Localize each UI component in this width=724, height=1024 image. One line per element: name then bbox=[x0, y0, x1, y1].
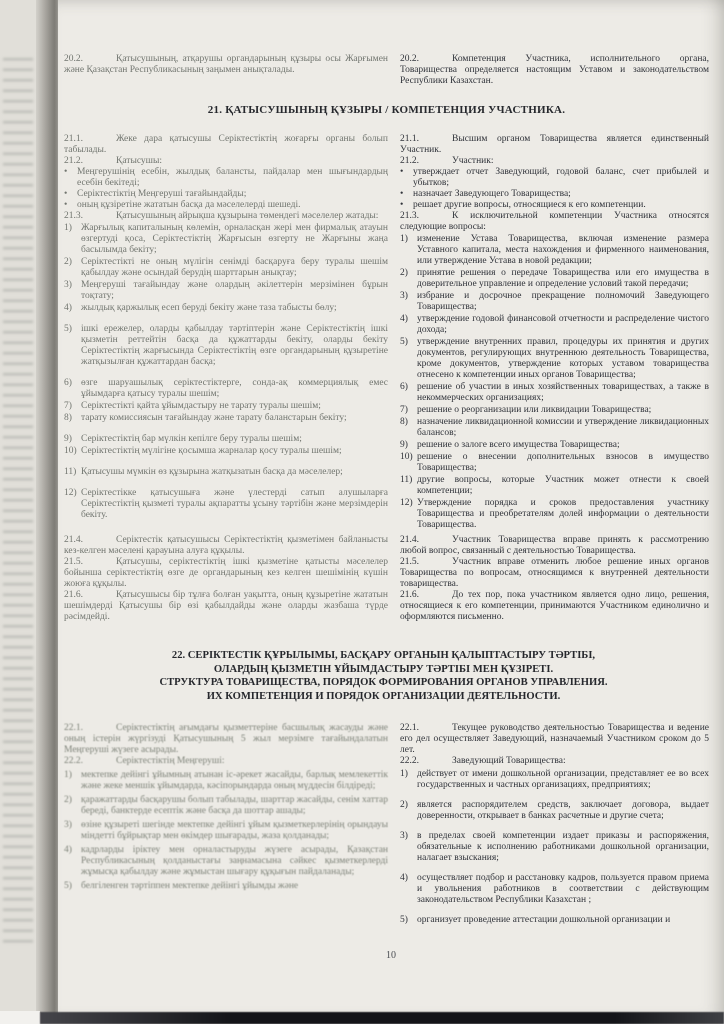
item-text: действует от имени дошкольной организации, представляет ее во всех государственных и частных организациях, предприятиях; bbox=[417, 769, 709, 791]
clause-21-4-kk bbox=[64, 535, 388, 557]
numbered-item bbox=[64, 324, 388, 368]
page bbox=[58, 0, 724, 1013]
item-number: 10) bbox=[64, 446, 77, 456]
clause-number: 21.4. bbox=[64, 535, 83, 545]
numbered-list-21-kk bbox=[64, 223, 388, 521]
numbered-item bbox=[64, 280, 388, 302]
item-number: 9) bbox=[400, 440, 408, 450]
clause-20-2-kk bbox=[64, 54, 388, 76]
clause-21-1-ru bbox=[400, 134, 709, 156]
bullet-icon: • bbox=[64, 200, 68, 210]
section-21-heading: 21. ҚАТЫСУШЫНЫҢ ҚҰЗЫРЫ / КОМПЕТЕНЦИЯ УЧАСТНИКА. bbox=[207, 104, 566, 116]
item-number: 2) bbox=[400, 268, 408, 278]
numbered-item bbox=[400, 498, 709, 531]
clause-21-5-kk bbox=[64, 557, 388, 590]
item-number: 2) bbox=[64, 257, 72, 267]
numbered-item bbox=[64, 401, 388, 412]
item-text: принятие решения о передаче Товарищества или его имущества в доверительное управление и определение условий такой передачи; bbox=[417, 268, 709, 289]
item-text: Серіктестікті не оның мүлігін сенімді басқаруға беру туралы шешім қабылдау және осындай берудің шарттарын анықтау; bbox=[81, 257, 388, 278]
bullet-text: Серіктестіктің Меңгеруші тағайындайды; bbox=[77, 189, 247, 199]
page-number: 10 bbox=[386, 950, 396, 961]
bullet-icon: • bbox=[400, 189, 404, 199]
clause-number: 22.1. bbox=[64, 723, 83, 734]
item-text: өзіне құзыреті шегінде мектепке дейінгі ұйым қызметкерлерінің орындауы міндетті бұйрықтар мен өкімдер шығарады, жаза қолданады; bbox=[81, 820, 388, 842]
clause-text: Компетенция Участника, исполнительного органа, Товарищества определяется настоящим Уставом и законодательством Республики Казахстан. bbox=[400, 54, 709, 86]
item-number: 5) bbox=[400, 337, 408, 347]
clause-22-1-kk bbox=[64, 723, 388, 756]
item-number: 10) bbox=[400, 452, 413, 462]
numbered-list-21-ru bbox=[400, 234, 709, 531]
clause-number: 20.2. bbox=[400, 54, 419, 64]
numbered-item bbox=[400, 769, 709, 791]
item-number: 1) bbox=[400, 769, 408, 780]
section-22-column-kazakh bbox=[64, 723, 388, 892]
item-text: қаражаттарды басқарушы болып табылады, шарттар жасайды, сенім хаттар береді, банктерде есептік және басқа да шоттар ашады; bbox=[81, 795, 388, 817]
item-text: решение об участии в иных хозяйственных товариществах, а также в некоммерческих организациях; bbox=[417, 382, 709, 403]
clause-20-2-row bbox=[64, 54, 709, 87]
numbered-item bbox=[64, 413, 388, 424]
section-22-column-russian bbox=[400, 723, 709, 926]
item-number: 5) bbox=[400, 915, 408, 926]
clause-number: 21.3. bbox=[400, 211, 419, 221]
numbered-item bbox=[400, 800, 709, 822]
item-number: 3) bbox=[400, 291, 408, 301]
clause-text: До тех пор, пока участником является одно лицо, решения, относящиеся к его компетенции, принимаются Участником единолично и оформляются письменно. bbox=[400, 590, 709, 622]
clause-22-2-kk bbox=[64, 756, 388, 767]
item-number: 4) bbox=[400, 314, 408, 324]
item-text: утверждение годовой финансовой отчетности и распределение чистого дохода; bbox=[417, 314, 709, 335]
bullet-text: оның құзіретіне жататын басқа да мәселелерді шешеді. bbox=[77, 200, 301, 210]
clause-number: 21.2. bbox=[64, 156, 83, 166]
clause-number: 22.1. bbox=[400, 723, 419, 734]
column-russian-top bbox=[400, 54, 709, 87]
clause-21-3-kk bbox=[64, 211, 388, 222]
numbered-item bbox=[400, 831, 709, 864]
item-text: тарату комиссиясын тағайындау және тарату баланстарын бекіту; bbox=[81, 413, 347, 423]
clause-text: Серіктестік қатысушысы Серіктестіктің қызметімен байланысты кез-келген мәселені қарауына алуға құқылы. bbox=[64, 535, 388, 556]
item-number: 3) bbox=[64, 820, 72, 831]
scan-corner bbox=[0, 1011, 40, 1024]
item-text: является распорядителем средств, заключает договора, выдает доверенности, открывает в банках расчетные и другие счета; bbox=[417, 800, 709, 822]
item-text: Утверждение порядка и сроков предоставления участнику Товарищества и преобретателям долей информации о деятельности Товарищества. bbox=[417, 498, 709, 530]
clause-number: 21.1. bbox=[400, 134, 419, 144]
clause-22-1-ru bbox=[400, 723, 709, 756]
numbered-item bbox=[400, 382, 709, 404]
section-22-heading bbox=[64, 649, 703, 703]
item-text: кадрларды іріктеу мен орналастыруды жүзеге асырады, Қазақстан Республикасының қолданыстағы заңнамасына сәйкес қызметкерлерді жұмысқа қабылдау және жұмыстан шығару құқығын пайдаланады; bbox=[81, 845, 388, 878]
clause-number: 21.1. bbox=[64, 134, 83, 144]
item-text: ішкі ережелер, оларды қабылдау тәртіптерін және Серіктестіктің ішкі қызметін реттейтін басқа да құжаттарды бекіту, оларды бекіту Серіктестіктің жарғысында Серіктестіктің өзге органдарының құзыретіне жатқызылған құжаттардан басқа; bbox=[81, 324, 388, 367]
clause-text: К исключительной компетенции Участника относятся следующие вопросы: bbox=[400, 211, 709, 232]
numbered-item bbox=[400, 440, 709, 451]
clause-number: 21.2. bbox=[400, 156, 419, 166]
bullet-text: утверждает отчет Заведующий, годовой баланс, счет прибылей и убытков; bbox=[413, 167, 709, 188]
item-number: 7) bbox=[400, 405, 408, 415]
item-number: 3) bbox=[400, 831, 408, 842]
bullet-item bbox=[400, 167, 709, 189]
numbered-item bbox=[400, 452, 709, 474]
section-22-row bbox=[64, 723, 709, 926]
item-text: мектепке дейінгі ұйымның атынан іс-әрекет жасайды, барлық мемлекеттік және жеке меншік ұйымдарда, кәсіпорындарда оның мүддесін білдіреді; bbox=[81, 770, 388, 792]
numbered-item bbox=[400, 417, 709, 439]
bullet-list-ru bbox=[400, 167, 709, 211]
clause-21-1-kk bbox=[64, 134, 388, 156]
bullet-item bbox=[64, 189, 388, 200]
item-text: осуществляет подбор и расстановку кадров, пользуется правом приема и увольнения работников в соответствии с действующим законодательством Республики Казахстан ; bbox=[417, 873, 709, 906]
numbered-item bbox=[400, 337, 709, 381]
clause-21-4-ru bbox=[400, 535, 709, 557]
item-text: утверждение внутренних правил, процедуры их принятия и других документов, регулирующих внутреннюю деятельность Товарищества, кроме документов, утверждение которых уставом товарищества отнесено к компетенции иных органов Товарищества; bbox=[417, 337, 709, 380]
scan-bottom-shadow bbox=[40, 1012, 724, 1024]
item-number: 1) bbox=[64, 770, 72, 781]
column-kazakh-top bbox=[64, 54, 388, 76]
heading-line: 22. СЕРІКТЕСТІК ҚҰРЫЛЫМЫ, БАСҚАРУ ОРГАНЫН ҚАЛЫПТАСТЫРУ ТӘРТІБІ, bbox=[171, 650, 596, 661]
numbered-item bbox=[64, 845, 388, 878]
numbered-item bbox=[64, 467, 388, 478]
section-21-column-russian bbox=[400, 134, 709, 623]
clause-number: 20.2. bbox=[64, 54, 83, 64]
clause-text: Қатысушының, атқарушы органдарының құзыры осы Жарғымен және Қазақстан Республикасының заңымен анықталады. bbox=[64, 54, 388, 75]
clause-number: 21.4. bbox=[400, 535, 419, 545]
clause-text: Участник: bbox=[452, 156, 494, 166]
clause-21-6-ru bbox=[400, 590, 709, 623]
item-number: 2) bbox=[400, 800, 408, 811]
heading-line: ИХ КОМПЕТЕНЦИЯ И ПОРЯДОК ОРГАНИЗАЦИИ ДЕЯТЕЛЬНОСТИ. bbox=[206, 690, 561, 702]
bullet-list-kk bbox=[64, 167, 388, 211]
bullet-icon: • bbox=[64, 167, 68, 177]
clause-text: Текущее руководство деятельностью Товарищества и ведение его дел осуществляет Заведующий, назначаемый Участником сроком до 5 лет. bbox=[400, 723, 709, 756]
bullet-text: решает другие вопросы, относящиеся к его компетенции. bbox=[413, 200, 646, 210]
item-number: 5) bbox=[64, 324, 72, 334]
numbered-item bbox=[64, 770, 388, 792]
item-number: 7) bbox=[64, 401, 72, 411]
numbered-item bbox=[64, 257, 388, 279]
clause-text: Серіктестіктің ағымдағы қызметтеріне басшылық жасауды және оның істерін жүргізуді Қатысушының 5 жыл мерзімге тағайындалатын Меңгеруші жүзеге асырады. bbox=[64, 723, 388, 756]
numbered-item bbox=[64, 434, 388, 445]
item-number: 6) bbox=[64, 378, 72, 388]
item-number: 5) bbox=[64, 881, 72, 892]
binding-gutter-shadow bbox=[36, 0, 60, 1013]
clause-number: 21.3. bbox=[64, 211, 83, 221]
item-number: 11) bbox=[64, 467, 77, 477]
bullet-item bbox=[64, 200, 388, 211]
item-text: Серіктестіктің мүлігіне қосымша жарналар қосу туралы шешім; bbox=[81, 446, 342, 456]
bullet-item bbox=[400, 200, 709, 211]
item-number: 9) bbox=[64, 434, 72, 444]
clause-text: Жеке дара қатысушы Серіктестіктің жоғарғы органы болып табылады. bbox=[64, 134, 388, 155]
numbered-item bbox=[400, 873, 709, 906]
clause-number: 21.5. bbox=[64, 557, 83, 567]
bullet-item bbox=[64, 167, 388, 189]
numbered-item bbox=[64, 881, 388, 892]
clause-number: 21.6. bbox=[64, 590, 83, 600]
numbered-list-22-kk bbox=[64, 770, 388, 892]
section-21-row bbox=[64, 134, 709, 623]
item-text: решение о реорганизации или ликвидации Товарищества; bbox=[417, 405, 652, 415]
item-text: изменение Устава Товарищества, включая изменение размера Уставного капитала, места нахождения и фирменного наименования, или утверждение Устава в новой редакции; bbox=[417, 234, 709, 266]
bullet-item bbox=[400, 189, 709, 200]
item-text: решение о залоге всего имущества Товарищества; bbox=[417, 440, 620, 450]
item-number: 4) bbox=[64, 303, 72, 313]
item-text: Меңгеруші тағайындау және олардың әкілеттерін мерзімінен бұрын тоқтату; bbox=[81, 280, 388, 301]
numbered-item bbox=[64, 378, 388, 400]
numbered-item bbox=[64, 223, 388, 256]
heading-line: ОЛАРДЫҢ ҚЫЗМЕТІН ҰЙЫМДАСТЫРУ ТӘРТІБІ МЕН ҚҰЗІРЕТІ. bbox=[213, 663, 554, 675]
numbered-item bbox=[64, 795, 388, 817]
clause-text: Қатысушы, серіктестіктің ішкі қызметіне қатысты мәселелер бойынша серіктестіктің өзге де органдарының кез келген шешімінің күшін жоюға құқылы. bbox=[64, 557, 388, 589]
clause-number: 22.2. bbox=[400, 756, 419, 767]
bullet-text: назначает Заведующего Товарищества; bbox=[413, 189, 571, 199]
item-text: белгіленген тәртіппен мектепке дейінгі ұйымды және bbox=[81, 881, 299, 892]
clause-22-2-ru bbox=[400, 756, 709, 767]
item-text: в пределах своей компетенции издает приказы и распоряжения, обязательные к исполнению работниками дошкольной организации, налагает взыскания; bbox=[417, 831, 709, 864]
item-number: 11) bbox=[400, 475, 413, 485]
numbered-item bbox=[64, 820, 388, 842]
clause-text: Участник Товарищества вправе принять к рассмотрению любой вопрос, связанный с деятельностью Товарищества. bbox=[400, 535, 709, 556]
clause-text: Қатысушы: bbox=[116, 156, 163, 166]
numbered-item bbox=[400, 475, 709, 497]
clause-text: Қатысушысы бір тұлға болған уақытта, оның құзыретіне жататын шешімдерді Қатысушы бір өзі қабылдайды және оларды жазбаша түрде рәсімдейді. bbox=[64, 590, 388, 622]
section-21-column-kazakh bbox=[64, 134, 388, 623]
bullet-text: Меңгерушінің есебін, жылдық балансты, пайдалар мен шығындардың есебін бекітеді; bbox=[77, 167, 388, 188]
item-number: 6) bbox=[400, 382, 408, 392]
clause-text: Высшим органом Товарищества является единственный Участник. bbox=[400, 134, 709, 155]
clause-number: 22.2. bbox=[64, 756, 83, 767]
numbered-item bbox=[400, 268, 709, 290]
clause-20-2-ru bbox=[400, 54, 709, 87]
item-number: 1) bbox=[64, 223, 72, 233]
item-text: Серіктестіктің бар мүлкін кепілге беру туралы шешім; bbox=[81, 434, 302, 444]
item-number: 4) bbox=[64, 845, 72, 856]
clause-21-6-kk bbox=[64, 590, 388, 623]
bullet-icon: • bbox=[400, 167, 404, 177]
clause-number: 21.6. bbox=[400, 590, 419, 600]
item-text: другие вопросы, которые Участник может отнести к своей компетенции; bbox=[417, 475, 709, 496]
clause-21-5-ru bbox=[400, 557, 709, 590]
item-text: организует проведение аттестации дошкольной организации и bbox=[417, 915, 671, 926]
numbered-item bbox=[400, 405, 709, 416]
item-text: решение о внесении дополнительных взносов в имущество Товарищества; bbox=[417, 452, 709, 473]
item-text: Жарғылық капиталының көлемін, орналасқан жері мен фирмалық атауын өзгертуді қоса, Серіктестіктің Жарғысын өзгерту не Жарғыны жаңа басылымда бекіту; bbox=[81, 223, 388, 255]
numbered-item bbox=[64, 303, 388, 314]
bullet-icon: • bbox=[400, 200, 404, 210]
item-number: 12) bbox=[400, 498, 413, 508]
clause-text: Қатысушының айрықша құзырына төмендегі мәселелер жатады: bbox=[116, 211, 379, 221]
clause-21-2-kk bbox=[64, 156, 388, 167]
numbered-item bbox=[64, 488, 388, 521]
item-number: 1) bbox=[400, 234, 408, 244]
clause-number: 21.5. bbox=[400, 557, 419, 567]
item-text: жылдық қаржылық есеп беруді бекіту және таза табысты бөлу; bbox=[81, 303, 337, 313]
numbered-item bbox=[400, 234, 709, 267]
numbered-list-22-ru bbox=[400, 769, 709, 926]
item-text: Серіктестікті қайта ұйымдастыру не тарату туралы шешім; bbox=[81, 401, 321, 411]
item-number: 8) bbox=[400, 417, 408, 427]
item-text: өзге шаруашылық серіктестіктерге, сонда-ақ коммерциялық емес ұйымдарға қатысу туралы шешім; bbox=[81, 378, 388, 399]
numbered-item bbox=[400, 314, 709, 336]
item-number: 4) bbox=[400, 873, 408, 884]
bullet-icon: • bbox=[64, 189, 68, 199]
item-text: назначение ликвидационной комиссии и утверждение ликвидационных балансов; bbox=[417, 417, 709, 438]
item-number: 12) bbox=[64, 488, 77, 498]
clause-21-3-ru bbox=[400, 211, 709, 233]
clause-text: Участник вправе отменить любое решение иных органов Товарищества по вопросам, относящимся к внутренней деятельности товарищества. bbox=[400, 557, 709, 589]
clause-text: Заведующий Товарищества: bbox=[452, 756, 566, 767]
clause-text: Серіктестіктің Меңгеруші: bbox=[116, 756, 225, 767]
item-number: 3) bbox=[64, 280, 72, 290]
numbered-item bbox=[400, 291, 709, 313]
item-number: 8) bbox=[64, 413, 72, 423]
numbered-item bbox=[400, 915, 709, 926]
clause-21-2-ru bbox=[400, 156, 709, 167]
numbered-item bbox=[64, 446, 388, 457]
item-text: Серіктестікке қатысушыға және үлестерді сатып алушыларға Серіктестіктің қызметі туралы ақпаратты ұсыну тәртібін және мерзімдерін бекіту. bbox=[81, 488, 388, 520]
heading-line: СТРУКТУРА ТОВАРИЩЕСТВА, ПОРЯДОК ФОРМИРОВАНИЯ ОРГАНОВ УПРАВЛЕНИЯ. bbox=[159, 677, 608, 689]
item-number: 2) bbox=[64, 795, 72, 806]
item-text: Қатысушы мүмкін өз құзырына жатқызатын басқа да мәселелер; bbox=[81, 467, 343, 477]
item-text: избрание и досрочное прекращение полномочий Заведующего Товарищества; bbox=[417, 291, 709, 312]
previous-page-edge bbox=[0, 0, 38, 1011]
